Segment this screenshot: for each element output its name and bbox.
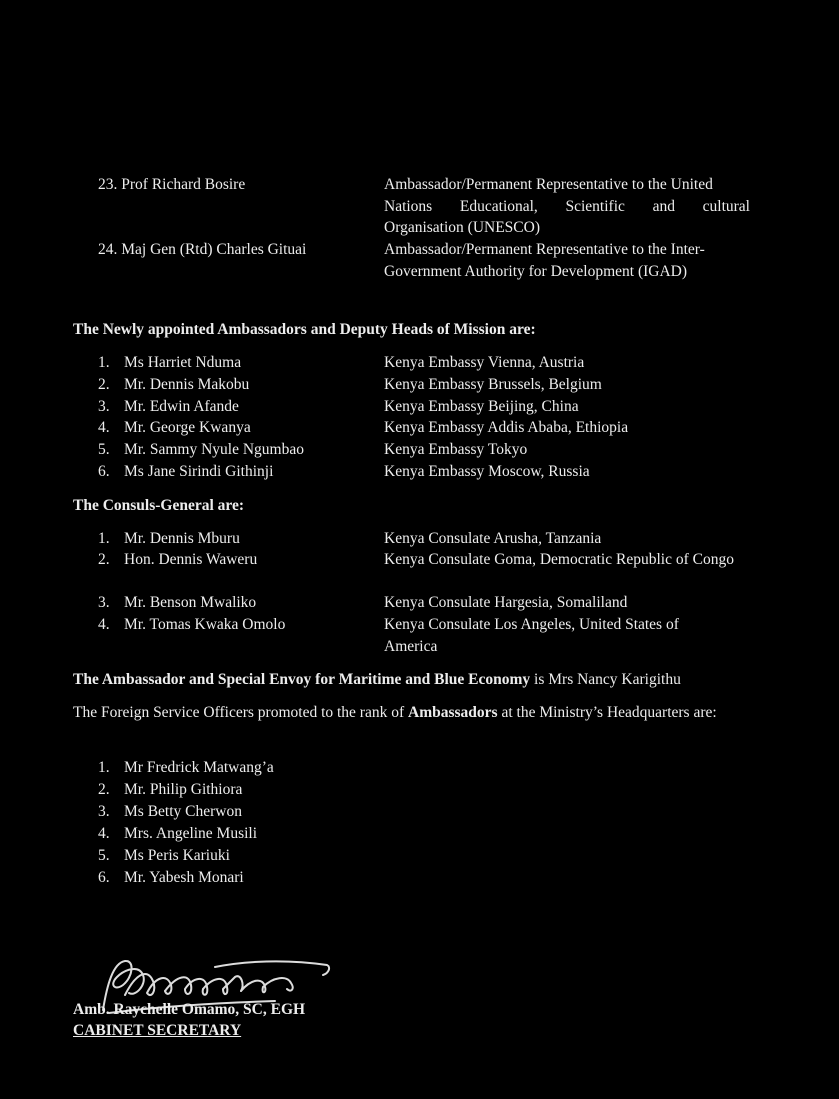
list-item-name: 2. Mr. Dennis Makobu: [98, 376, 250, 393]
deputy-heads-heading: The Newly appointed Ambassadors and Deputy Heads of Mission are:: [73, 321, 536, 338]
list-item: 5. Ms Peris Kariuki: [98, 847, 230, 864]
list-item-post: Kenya Consulate Goma, Democratic Republic of Congo: [384, 551, 734, 568]
list-item-name: 3. Mr. Edwin Afande: [98, 398, 239, 415]
consuls-heading: The Consuls-General are:: [73, 497, 245, 514]
signatory-title: CABINET SECRETARY: [73, 1022, 242, 1039]
envoy-statement: The Ambassador and Special Envoy for Maritime and Blue Economy is Mrs Nancy Karigithu: [73, 671, 681, 688]
list-item: 3. Ms Betty Cherwon: [98, 803, 242, 820]
list-item: 1. Mr Fredrick Matwang’a: [98, 759, 274, 776]
promoted-statement: The Foreign Service Officers promoted to the rank of Ambassadors at the Ministry’s Headquarters are:: [73, 704, 717, 721]
list-item-name: 4. Mr. George Kwanya: [98, 419, 251, 436]
list-item-name: 1. Ms Harriet Nduma: [98, 354, 242, 371]
list-item-name: 5. Mr. Sammy Nyule Ngumbao: [98, 441, 304, 458]
list-item: 4. Mrs. Angeline Musili: [98, 825, 258, 842]
list-item-post: Kenya Embassy Addis Ababa, Ethiopia: [384, 419, 629, 436]
list-item-post: Kenya Embassy Beijing, China: [384, 398, 579, 415]
list-item-name: 2. Hon. Dennis Waweru: [98, 551, 258, 568]
list-item-post: Kenya Embassy Moscow, Russia: [384, 463, 590, 480]
signatory-name: Amb. Raychelle Omamo, SC, EGH: [73, 1001, 306, 1018]
ambassador-23-post: Ambassador/Permanent Representative to the United Nations Educational, Scientific and cultural Organisation (UNESCO): [384, 176, 750, 236]
list-item-name: 1. Mr. Dennis Mburu: [98, 530, 240, 547]
list-item-post: Kenya Embassy Vienna, Austria: [384, 354, 585, 371]
list-item-name: 3. Mr. Benson Mwaliko: [98, 594, 257, 611]
ambassador-23-name: 23. Prof Richard Bosire: [98, 176, 246, 193]
list-item-post: Kenya Embassy Tokyo: [384, 441, 528, 458]
ambassador-24-post: Ambassador/Permanent Representative to the Inter- Government Authority for Development (IGAD): [384, 241, 705, 280]
list-item: 2. Mr. Philip Githiora: [98, 781, 243, 798]
ambassador-24-name: 24. Maj Gen (Rtd) Charles Gituai: [98, 241, 307, 258]
list-item: 6. Mr. Yabesh Monari: [98, 869, 244, 886]
list-item-post: Kenya Consulate Hargesia, Somaliland: [384, 594, 628, 611]
list-item-name: 4. Mr. Tomas Kwaka Omolo: [98, 616, 286, 633]
list-item-name: 6. Ms Jane Sirindi Githinji: [98, 463, 274, 480]
list-item-post: Kenya Embassy Brussels, Belgium: [384, 376, 602, 393]
list-item-post: Kenya Consulate Los Angeles, United States of America: [384, 616, 679, 655]
signature-block: [70, 955, 370, 1045]
list-item-post: Kenya Consulate Arusha, Tanzania: [384, 530, 602, 547]
